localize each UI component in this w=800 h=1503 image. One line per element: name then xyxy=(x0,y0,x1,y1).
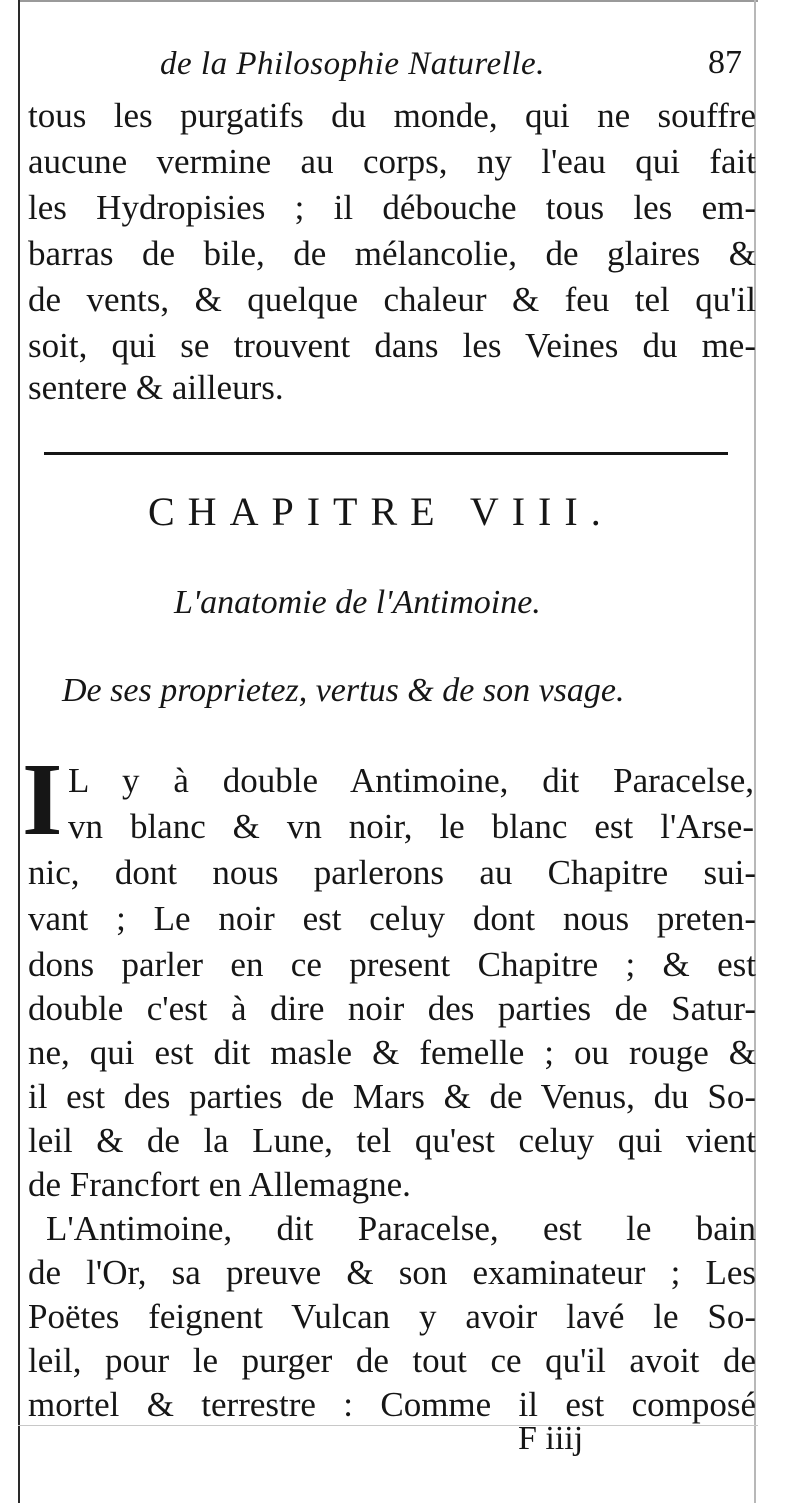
chapter-subtitle: L'anatomie de l'Antimoine. xyxy=(174,584,541,621)
drop-cap: I xyxy=(22,742,63,857)
chapter-heading: CHAPITRE VIII. xyxy=(148,489,614,534)
page-edge-bottom xyxy=(18,1425,758,1426)
text-line: vant ; Le noir est celuy dont nous preten- xyxy=(28,899,756,938)
text-line: barras de bile, de mélancolie, de glaires & xyxy=(28,234,756,273)
section-divider xyxy=(44,452,728,455)
text-line: L y à double Antimoine, dit Paracelse, xyxy=(68,761,754,800)
text-line: de vents, & quelque chaleur & feu tel qu'il xyxy=(28,280,756,319)
text-line: mortel & terrestre : Comme il est composé xyxy=(28,1385,756,1424)
text-line: les Hydropisies ; il débouche tous les em- xyxy=(28,188,756,227)
text-line: ne, qui est dit masle & femelle ; ou rouge & xyxy=(28,1033,756,1072)
text-line: leil & de la Lune, tel qu'est celuy qui vient xyxy=(28,1121,756,1160)
text-line: double c'est à dire noir des parties de Satur- xyxy=(28,989,756,1028)
text-line: il est des parties de Mars & de Venus, du So- xyxy=(28,1077,756,1116)
text-line: leil, pour le purger de tout ce qu'il avoit de xyxy=(28,1341,756,1380)
page-edge-left xyxy=(18,0,20,1503)
text-line: aucune vermine au corps, ny l'eau qui fait xyxy=(28,142,756,181)
page-edge-top xyxy=(18,0,758,2)
text-line: nic, dont nous parlerons au Chapitre sui- xyxy=(28,853,756,892)
text-line: sentere & ailleurs. xyxy=(28,368,284,407)
text-line: L'Antimoine, dit Paracelse, est le bain xyxy=(46,1209,756,1248)
text-line: de l'Or, sa preuve & son examinateur ; Les xyxy=(28,1253,756,1292)
text-line: tous les purgatifs du monde, qui ne souffre xyxy=(28,96,756,135)
signature-mark: F iiij xyxy=(518,1420,584,1457)
running-title: de la Philosophie Naturelle. xyxy=(160,46,545,82)
text-line: de Francfort en Allemagne. xyxy=(28,1165,411,1204)
chapter-subtitle-secondary: De ses proprietez, vertus & de son vsage. xyxy=(62,672,625,709)
text-line: vn blanc & vn noir, le blanc est l'Arse- xyxy=(68,807,754,846)
text-line: Poëtes feignent Vulcan y avoir lavé le So- xyxy=(28,1297,756,1336)
text-line: soit, qui se trouvent dans les Veines du me- xyxy=(28,326,756,365)
page-number: 87 xyxy=(708,44,742,81)
text-line: dons parler en ce present Chapitre ; & est xyxy=(28,945,756,984)
